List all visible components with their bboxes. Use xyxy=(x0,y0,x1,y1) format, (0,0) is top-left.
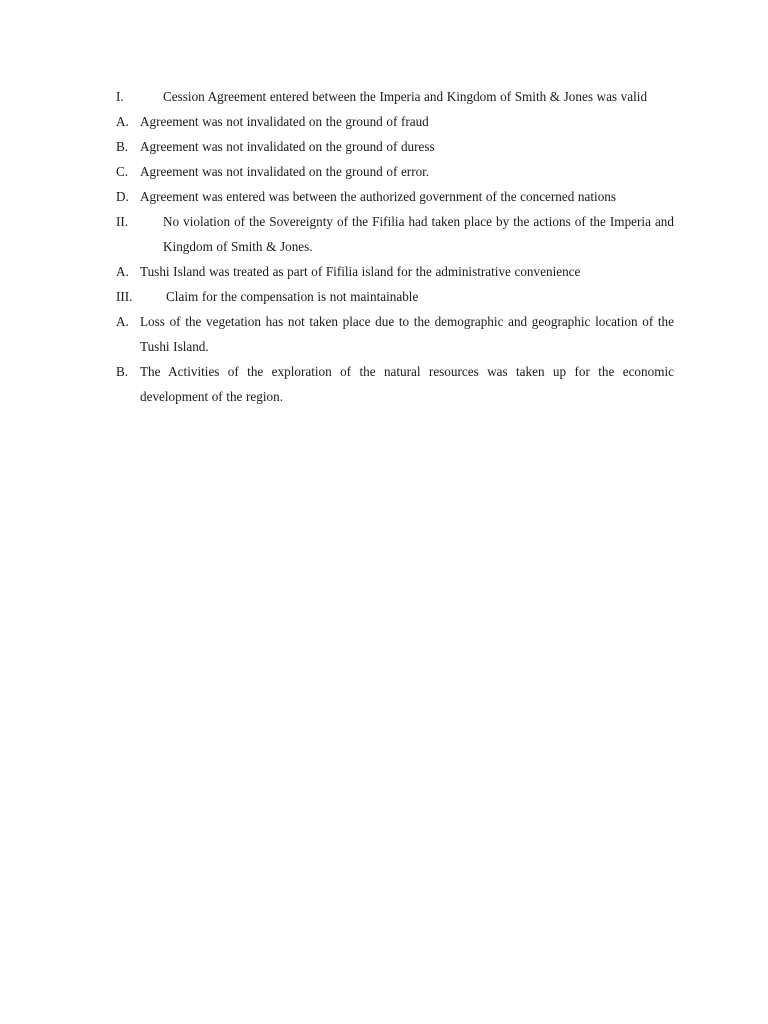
heading-item-1 xyxy=(116,84,674,109)
item-text: Loss of the vegetation has not taken place due to the demographic and geographic location of the Tushi Island. xyxy=(140,314,674,354)
outline-list xyxy=(116,84,674,409)
item-text: No violation of the Sovereignty of the Fifilia had taken place by the actions of the Imperia and Kingdom of Smith & Jones. xyxy=(163,214,674,254)
item-marker: I. xyxy=(116,89,124,104)
item-text: Cession Agreement entered between the Imperia and Kingdom of Smith & Jones was valid xyxy=(163,89,648,104)
heading-item-2 xyxy=(116,209,674,259)
sub-item-1c xyxy=(116,159,674,184)
sub-item-3a xyxy=(116,309,674,359)
item-marker: II. xyxy=(116,214,129,229)
item-marker: C. xyxy=(116,164,129,179)
item-marker: III. xyxy=(116,289,133,304)
sub-item-2a xyxy=(116,259,674,284)
sub-item-3b xyxy=(116,359,674,409)
sub-item-1d xyxy=(116,184,674,209)
item-marker: A. xyxy=(116,314,129,329)
item-text: Agreement was not invalidated on the ground of duress xyxy=(140,139,435,154)
item-marker: B. xyxy=(116,364,129,379)
item-marker: B. xyxy=(116,139,129,154)
item-marker: D. xyxy=(116,189,129,204)
item-text: The Activities of the exploration of the natural resources was taken up for the economic development of the region. xyxy=(140,364,674,404)
item-text: Claim for the compensation is not maintainable xyxy=(166,289,419,304)
heading-item-3 xyxy=(116,284,674,309)
sub-item-1a xyxy=(116,109,674,134)
item-text: Tushi Island was treated as part of Fifilia island for the administrative convenience xyxy=(140,264,581,279)
item-text: Agreement was not invalidated on the ground of fraud xyxy=(140,114,429,129)
item-text: Agreement was not invalidated on the ground of error. xyxy=(140,164,430,179)
item-text: Agreement was entered was between the authorized government of the concerned nations xyxy=(140,189,617,204)
sub-item-1b xyxy=(116,134,674,159)
item-marker: A. xyxy=(116,264,129,279)
item-marker: A. xyxy=(116,114,129,129)
